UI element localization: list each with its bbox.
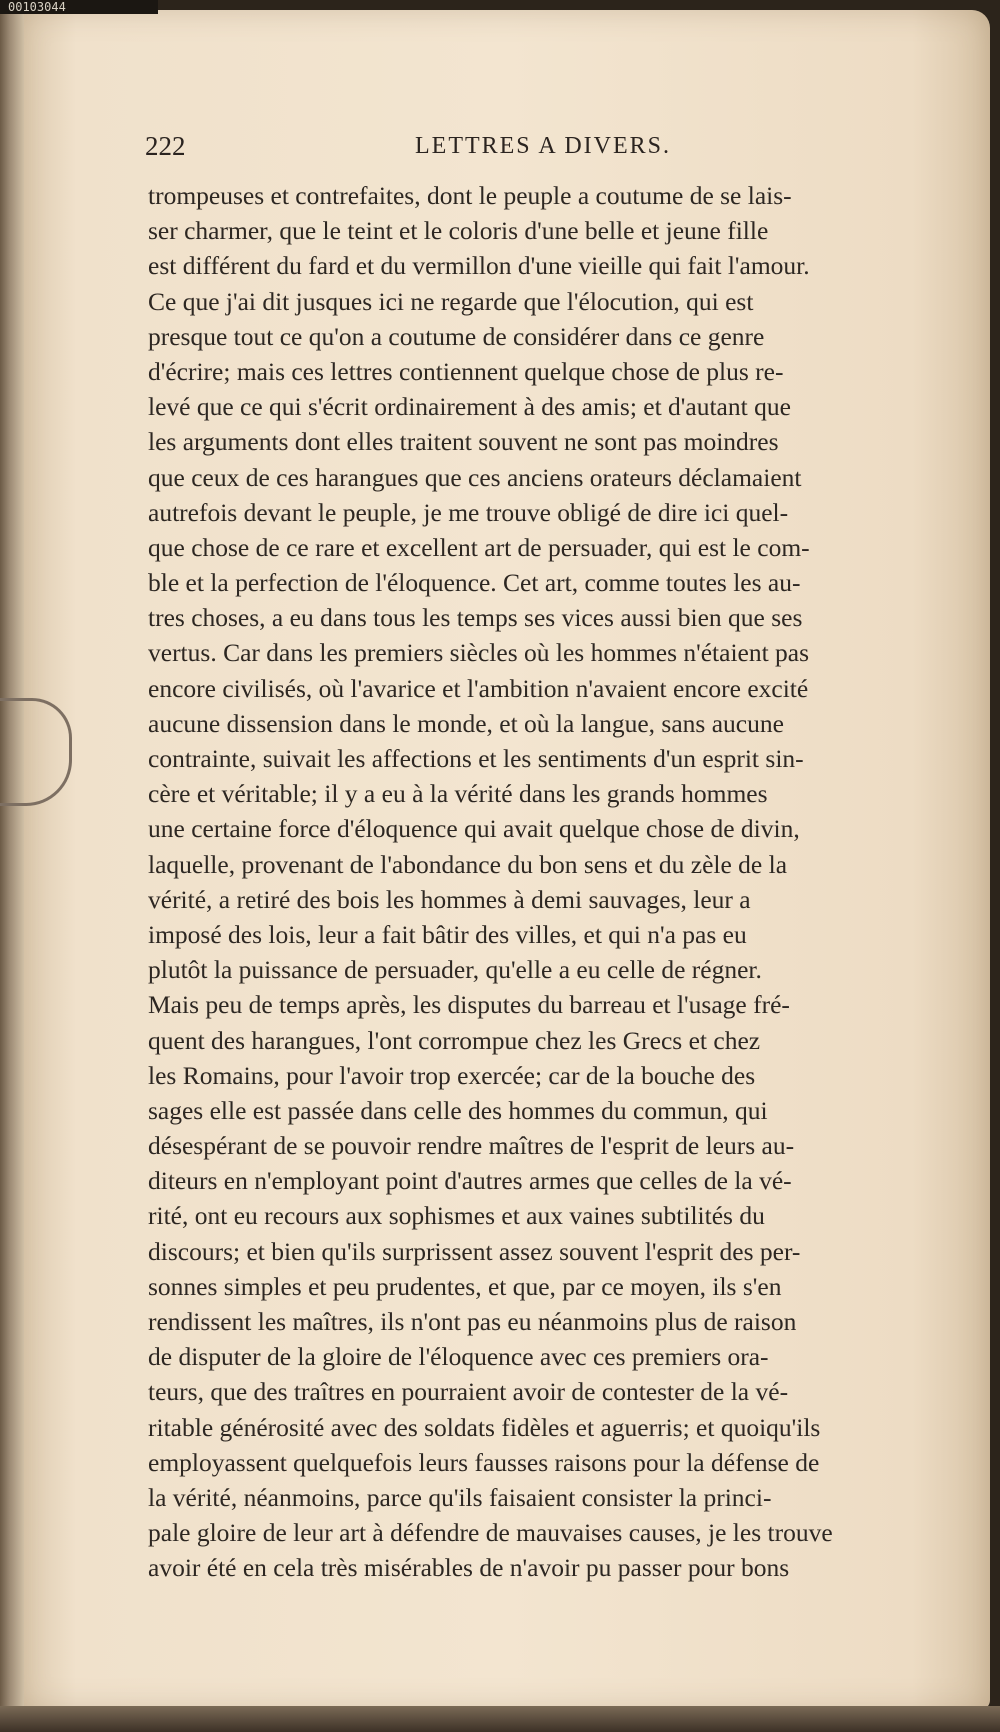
text-line: plutôt la puissance de persuader, qu'elle a eu celle de régner. <box>148 955 762 985</box>
text-line: sonnes simples et peu prudentes, et que, par ce moyen, ils s'en <box>148 1271 782 1301</box>
text-line: tres choses, a eu dans tous les temps ses vices aussi bien que ses <box>148 603 803 633</box>
text-line: sages elle est passée dans celle des hommes du commun, qui <box>148 1095 768 1125</box>
text-line: vertus. Car dans les premiers siècles où les hommes n'étaient pas <box>148 638 810 668</box>
text-line: teurs, que des traîtres en pourraient avoir de contester de la vé- <box>148 1377 789 1407</box>
text-line: diteurs en n'employant point d'autres armes que celles de la vé- <box>148 1166 792 1196</box>
scan-id-label: 00103044 <box>0 0 158 14</box>
text-line: cère et véritable; il y a eu à la vérité dans les grands hommes <box>148 779 768 809</box>
text-line: imposé des lois, leur a fait bâtir des villes, et qui n'a pas eu <box>148 919 747 949</box>
text-line: Mais peu de temps après, les disputes du barreau et l'usage fré- <box>148 990 790 1020</box>
page-number: 222 <box>145 131 186 161</box>
text-line: discours; et bien qu'ils surprissent assez souvent l'esprit des per- <box>148 1236 801 1266</box>
text-line: encore civilisés, où l'avarice et l'ambition n'avaient encore excité <box>148 673 809 703</box>
text-line: laquelle, provenant de l'abondance du bon sens et du zèle de la <box>148 849 788 879</box>
page-edge-bottom <box>0 1706 1000 1732</box>
text-line: rité, ont eu recours aux sophismes et aux vaines subtilités du <box>148 1201 765 1231</box>
text-line: avoir été en cela très misérables de n'avoir pu passer pour bons <box>148 1553 790 1583</box>
text-line: presque tout ce qu'on a coutume de considérer dans ce genre <box>148 321 765 351</box>
text-line: d'écrire; mais ces lettres contiennent quelque chose de plus re- <box>148 356 784 386</box>
text-line: désespérant de se pouvoir rendre maîtres de l'esprit de leurs au- <box>148 1131 795 1161</box>
text-line: la vérité, néanmoins, parce qu'ils faisaient consister la princi- <box>148 1482 772 1512</box>
page-header <box>145 128 865 164</box>
body-text <box>148 178 948 1586</box>
text-line: est différent du fard et du vermillon d'une vieille qui fait l'amour. <box>148 251 810 281</box>
text-line: que ceux de ces harangues que ces anciens orateurs déclamaient <box>148 462 802 492</box>
text-line: ble et la perfection de l'éloquence. Cet art, comme toutes les au- <box>148 568 801 598</box>
text-line: ser charmer, que le teint et le coloris d'une belle et jeune fille <box>148 216 769 246</box>
text-line: une certaine force d'éloquence qui avait quelque chose de divin, <box>148 814 800 844</box>
text-line: pale gloire de leur art à défendre de mauvaises causes, je les trouve <box>148 1518 833 1548</box>
text-line: ritable générosité avec des soldats fidèles et aguerris; et quoiqu'ils <box>148 1412 821 1442</box>
text-line: que chose de ce rare et excellent art de persuader, qui est le com- <box>148 532 810 562</box>
text-line: rendissent les maîtres, ils n'ont pas eu néanmoins plus de raison <box>148 1307 797 1336</box>
text-line: trompeuses et contrefaites, dont le peuple a coutume de se lais- <box>148 181 792 210</box>
text-line: aucune dissension dans le monde, et où la langue, sans aucune <box>148 708 784 738</box>
text-line: employassent quelquefois leurs fausses raisons pour la défense de <box>148 1447 820 1477</box>
text-line: de disputer de la gloire de l'éloquence avec ces premiers ora- <box>148 1342 769 1372</box>
text-line: vérité, a retiré des bois les hommes à demi sauvages, leur a <box>148 884 751 914</box>
text-line: Ce que j'ai dit jusques ici ne regarde que l'élocution, qui est <box>148 286 754 316</box>
text-line: les arguments dont elles traitent souvent ne sont pas moindres <box>148 427 779 457</box>
text-line: les Romains, pour l'avoir trop exercée; car de la bouche des <box>148 1060 756 1090</box>
text-line: levé que ce qui s'écrit ordinairement à des amis; et d'autant que <box>148 392 791 422</box>
running-title: LETTRES A DIVERS. <box>415 133 672 159</box>
page-edge-left <box>0 14 24 1724</box>
text-line: autrefois devant le peuple, je me trouve obligé de dire ici quel- <box>148 497 789 527</box>
text-line: contrainte, suivait les affections et les sentiments d'un esprit sin- <box>148 744 804 773</box>
text-line: quent des harangues, l'ont corrompue chez les Grecs et chez <box>148 1025 761 1055</box>
